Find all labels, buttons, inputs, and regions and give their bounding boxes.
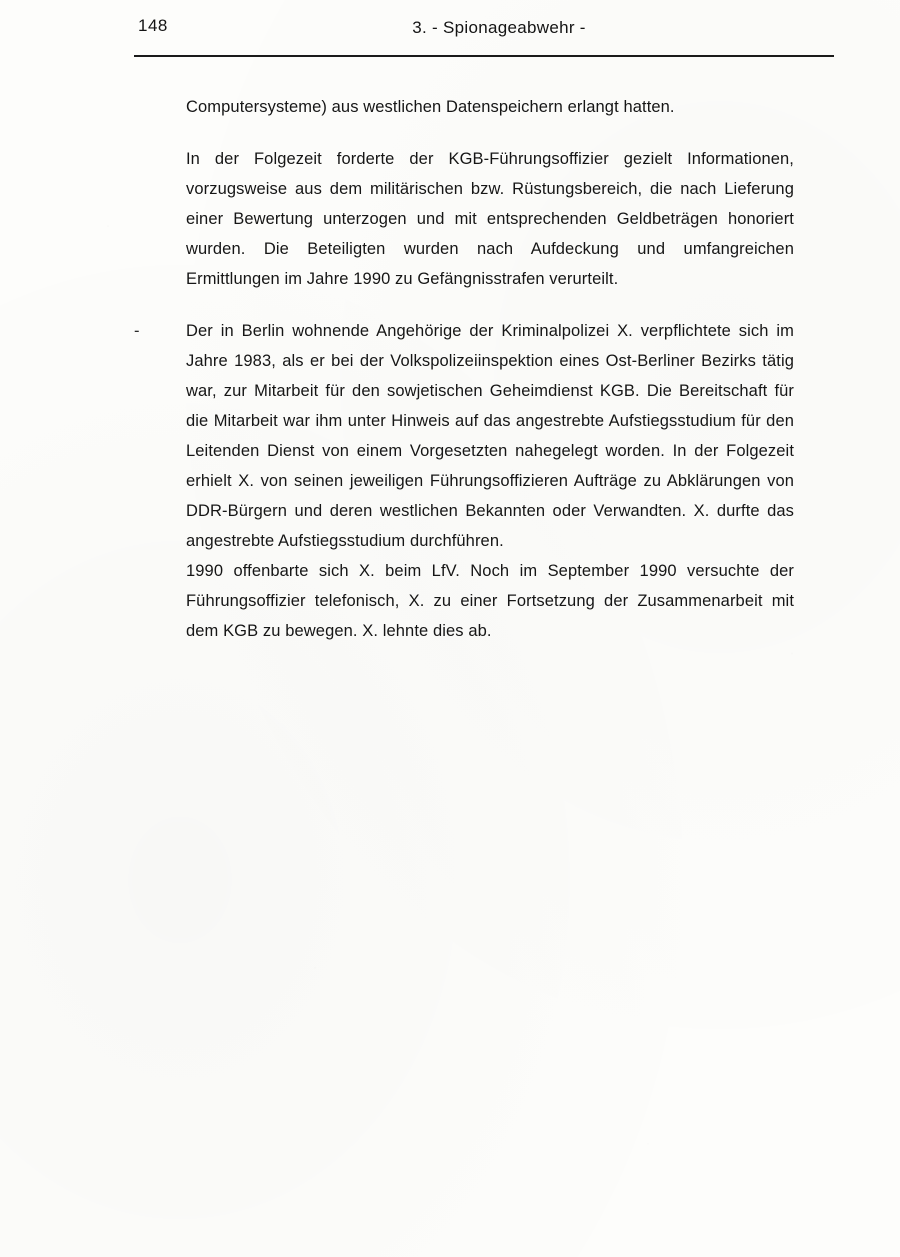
page-body [134,92,794,646]
header-rule [134,55,834,57]
list-item [134,316,794,556]
paragraph-2: In der Folgezeit forderte der KGB-Führungsoffizier gezielt Informationen, vorzugsweise aus dem militärischen bzw. Rüstungsbereich, die nach Lieferung einer Bewertung unterzogen und mit entsprechenden Geldbeträgen honoriert wurden. Die Beteiligten wurden nach Aufdeckung und umfangreichen Ermittlungen im Jahre 1990 zu Gefängnisstrafen verurteilt. [186,150,794,288]
running-head: 3. - Spionageabwehr - [412,18,586,37]
dash-bullet-marker: - [134,322,140,340]
paragraph-3: Der in Berlin wohnende Angehörige der Kriminalpolizei X. verpflichtete sich im Jahre 1983, als er bei der Volkspolizeiinspektion eines Ost-Berliner Bezirks tätig war, zur Mitarbeit für den sowjetischen Geheimdienst KGB. Die Bereitschaft für die Mitarbeit war ihm unter Hinweis auf das angestrebte Aufstiegsstudium für den Leitenden Dienst von einem Vorgesetzten nahegelegt worden. In der Folgezeit erhielt X. von seinen jeweiligen Führungsoffizieren Aufträge zu Abklärungen von DDR-Bürgern und deren westlichen Bekannten oder Verwandten. X. durfte das angestrebte Aufstiegsstudium durchführen. [186,322,794,550]
paragraph-1: Computersysteme) aus westlichen Datenspeichern erlangt hatten. [186,98,675,116]
paragraph-4: 1990 offenbarte sich X. beim LfV. Noch im September 1990 versuchte der Führungsoffizier telefonisch, X. zu einer Fortsetzung der Zusammenarbeit mit dem KGB zu bewegen. X. lehnte dies ab. [186,562,794,640]
page-number: 148 [138,16,168,35]
page-header [138,16,820,46]
